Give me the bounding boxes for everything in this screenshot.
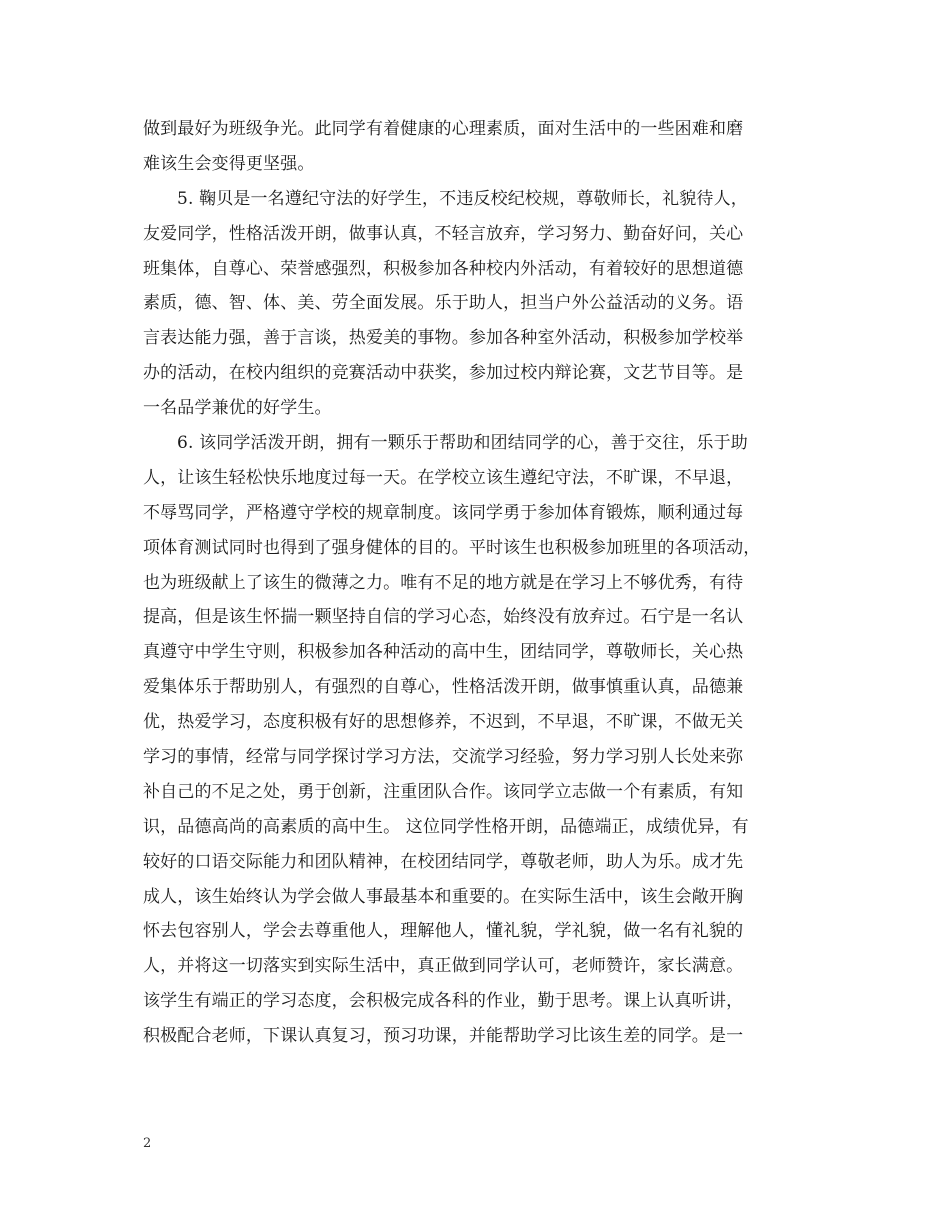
text-line: 补自己的不足之处，勇于创新，注重团队合作。该同学立志做一个有素质，有知 [143, 781, 744, 802]
text-line: 真遵守中学生守则，积极参加各种活动的高中生，团结同学，尊敬师长，关心热 [143, 642, 744, 663]
document-body [143, 112, 813, 1054]
text-line: 较好的口语交际能力和团队精神，在校团结同学，尊敬老师，助人为乐。成才先 [143, 851, 744, 872]
text-line: 积极配合老师，下课认真复习，预习功课，并能帮助学习比该生差的同学。是一 [143, 1026, 744, 1047]
text-line: 言表达能力强，善于言谈，热爱美的事物。参加各种室外活动，积极参加学校举 [143, 328, 744, 349]
text-line: 也为班级献上了该生的微薄之力。唯有不足的地方就是在学习上不够优秀，有待 [143, 572, 744, 593]
text-line: 识，品德高尚的高素质的高中生。 这位同学性格开朗，品德端正，成绩优异，有 [143, 816, 749, 837]
text-line: 一名品学兼优的好学生。 [143, 398, 332, 419]
text-line: 成人，该生始终认为学会做人事最基本和重要的。在实际生活中，该生会敞开胸 [143, 886, 744, 907]
text-line: 不辱骂同学，严格遵守学校的规章制度。该同学勇于参加体育锻炼，顺利通过每 [143, 502, 744, 523]
text-line: 人，并将这一切落实到实际生活中，真正做到同学认可，老师赞许，家长满意。 [143, 956, 744, 977]
text-line: 办的活动，在校内组织的竞赛活动中获奖，参加过校内辩论赛，文艺节目等。是 [143, 363, 744, 384]
paragraph-start-line: 6. 该同学活泼开朗，拥有一颗乐于帮助和团结同学的心，善于交往，乐于助 [177, 433, 748, 454]
text-line: 素质，德、智、体、美、劳全面发展。乐于助人，担当户外公益活动的义务。语 [143, 293, 744, 314]
text-line: 优，热爱学习，态度积极有好的思想修养，不迟到，不早退，不旷课，不做无关 [143, 712, 744, 733]
text-line: 怀去包容别人，学会去尊重他人，理解他人，懂礼貌，学礼貌，做一名有礼貌的 [143, 921, 744, 942]
text-line: 学习的事情，经常与同学探讨学习方法，交流学习经验，努力学习别人长处来弥 [143, 747, 744, 768]
page-number: 2 [143, 1136, 152, 1151]
text-line: 难该生会变得更坚强。 [143, 153, 315, 174]
text-line: 该学生有端正的学习态度，会积极完成各科的作业，勤于思考。课上认真听讲， [143, 991, 744, 1012]
text-line: 班集体，自尊心、荣誉感强烈，积极参加各种校内外活动，有着较好的思想道德 [143, 258, 744, 279]
text-line: 提高，但是该生怀揣一颗坚持自信的学习心态，始终没有放弃过。石宁是一名认 [143, 607, 744, 628]
text-line: 爱集体乐于帮助别人，有强烈的自尊心，性格活泼开朗，做事慎重认真，品德兼 [143, 677, 744, 698]
text-line: 友爱同学，性格活泼开朗，做事认真，不轻言放弃，学习努力、勤奋好问，关心 [143, 223, 744, 244]
text-line: 人，让该生轻松快乐地度过每一天。在学校立该生遵纪守法，不旷课，不早退， [143, 467, 744, 488]
paragraph-start-line: 5. 鞠贝是一名遵纪守法的好学生，不违反校纪校规，尊敬师长，礼貌待人， [177, 188, 748, 209]
text-line: 项体育测试同时也得到了强身健体的目的。平时该生也积极参加班里的各项活动， [143, 537, 761, 558]
text-line: 做到最好为班级争光。此同学有着健康的心理素质，面对生活中的一些困难和磨 [143, 119, 744, 139]
